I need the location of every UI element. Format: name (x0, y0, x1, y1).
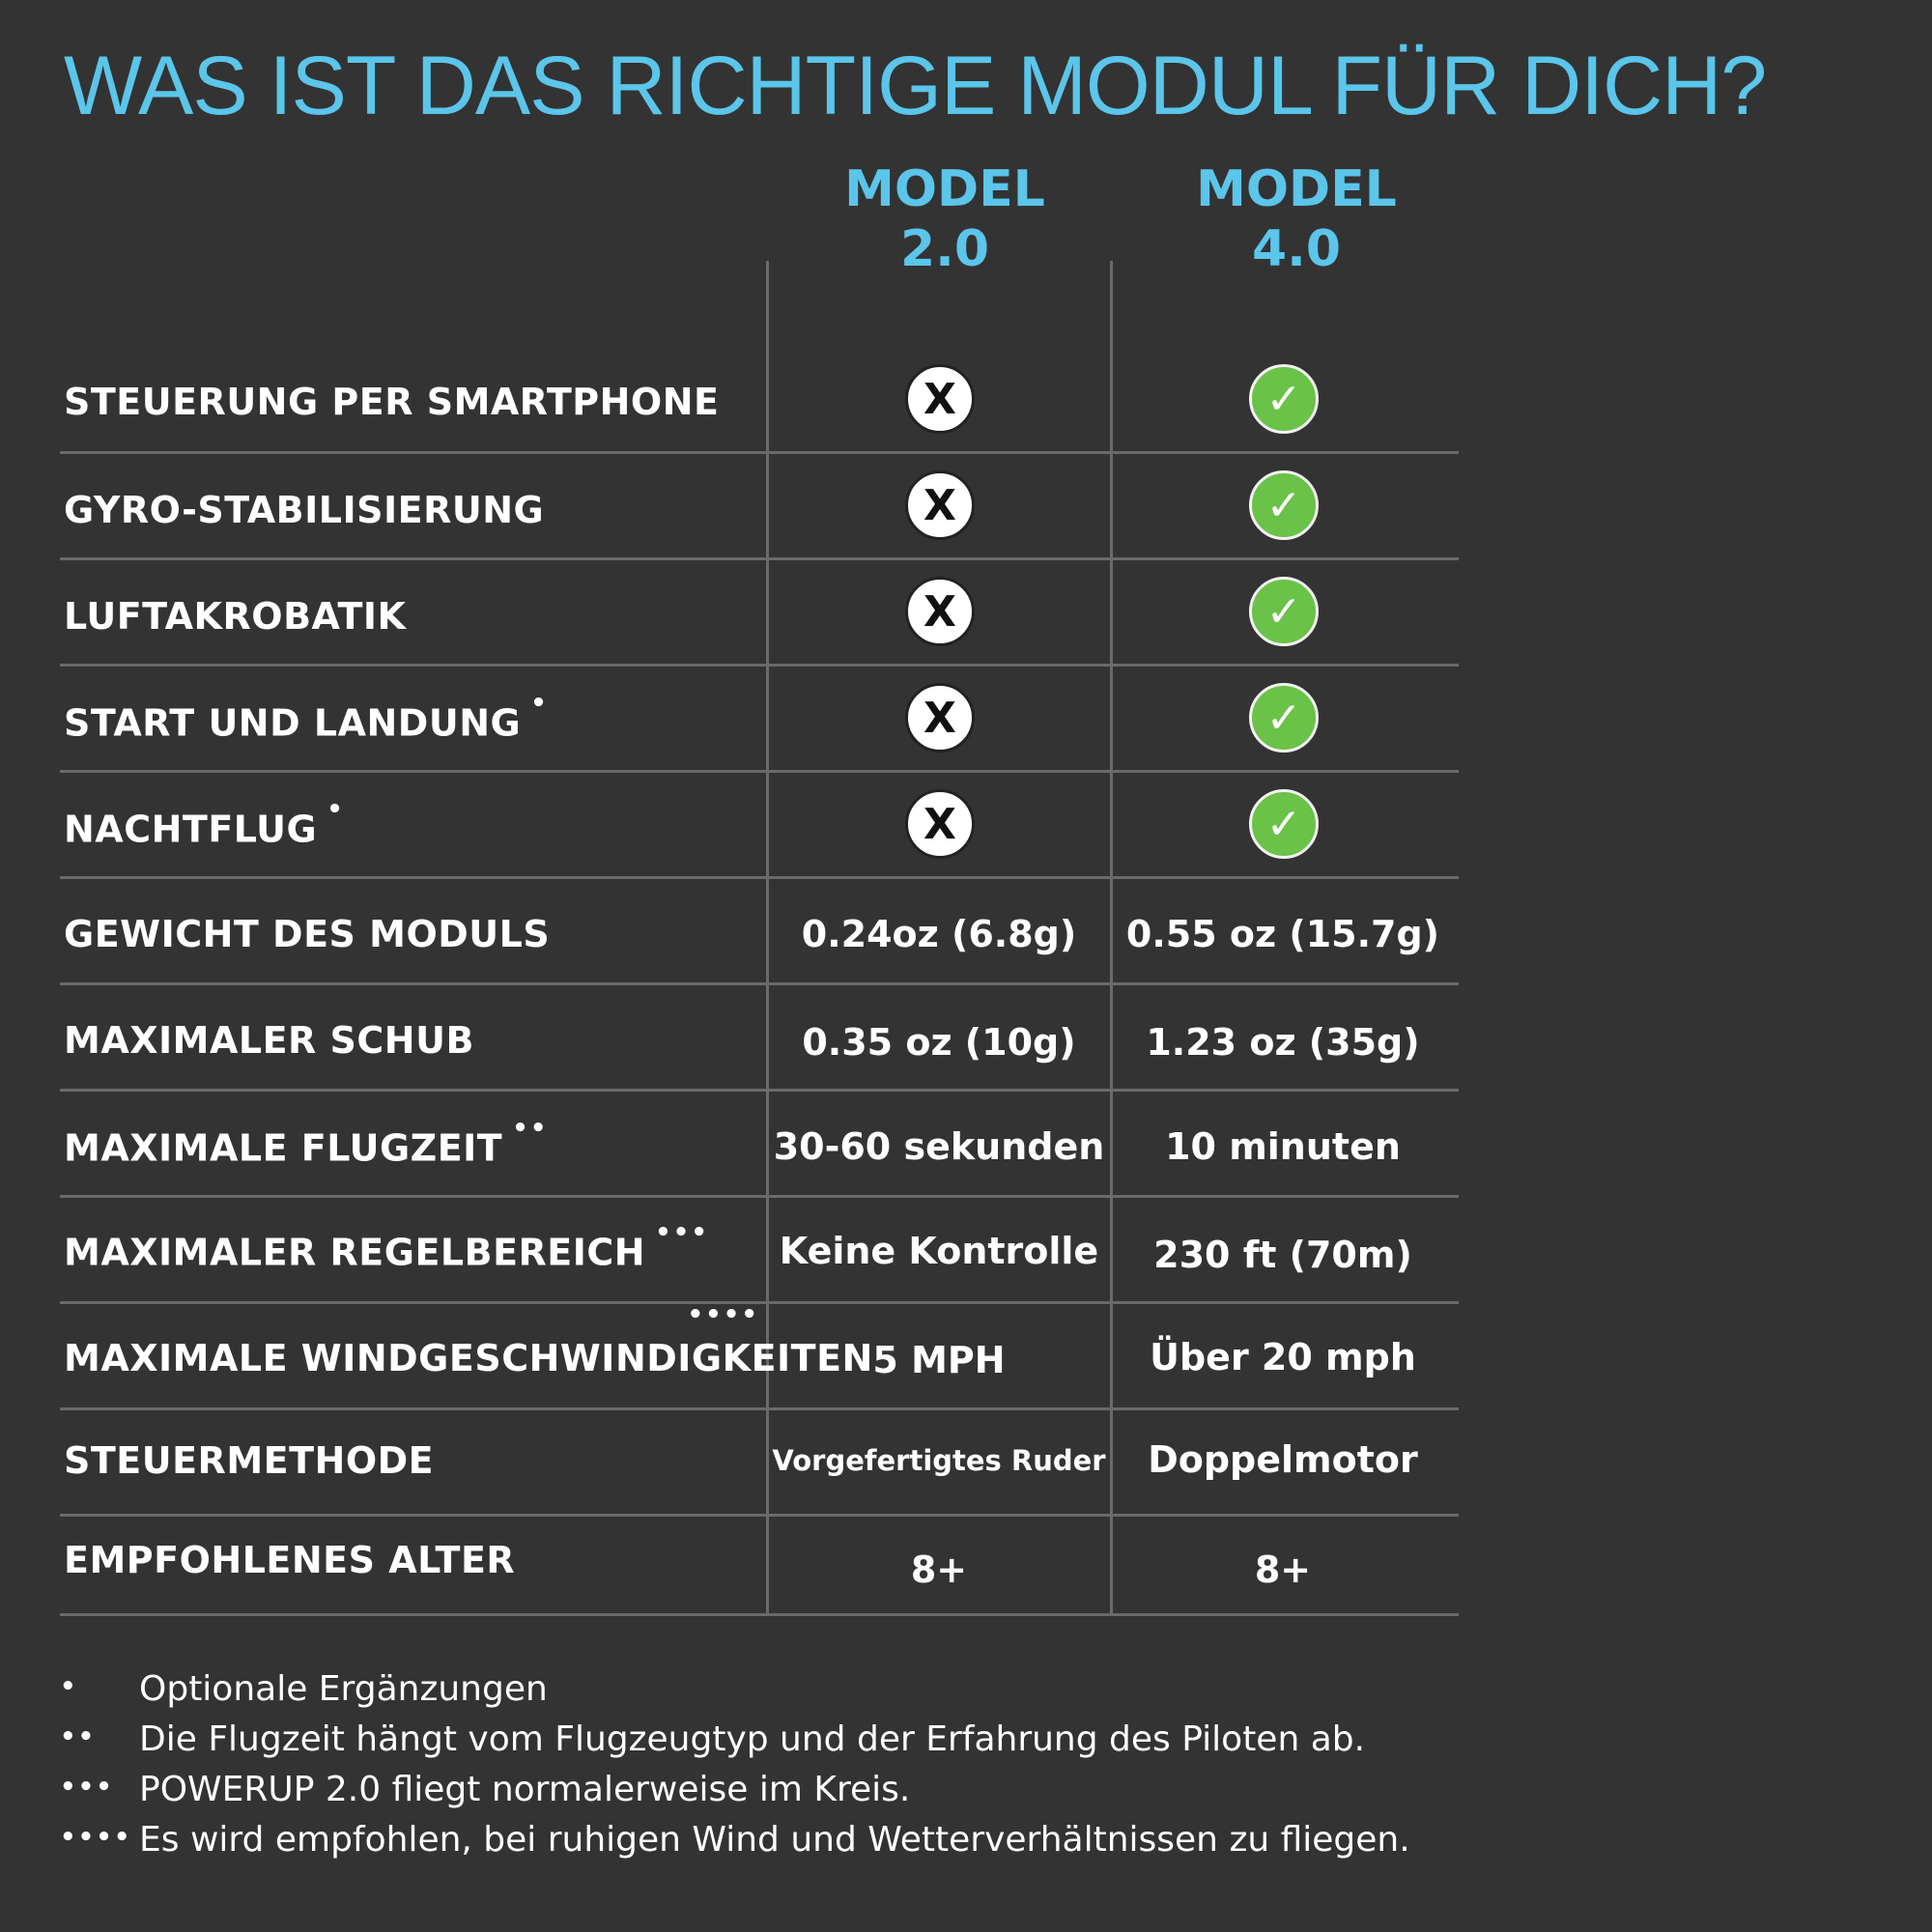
cell-value-model-2: 5 MPH (872, 1339, 1006, 1381)
cell-value-model-4: 0.55 oz (15.7g) (1125, 913, 1440, 955)
cell-value-model-4: 230 ft (70m) (1153, 1234, 1412, 1276)
footnote (60, 1669, 548, 1709)
x-icon: X (905, 789, 975, 859)
row-label-alter (64, 1539, 759, 1581)
row-label-text: MAXIMALER REGELBEREICH (64, 1231, 646, 1274)
column-header-line2: 2.0 (899, 220, 990, 278)
row-label-text: LUFTAKROBATIK (64, 595, 407, 638)
footnote-marker: • (327, 795, 345, 824)
row-label-nachtflug (64, 795, 759, 851)
row-label-text: MAXIMALE FLUGZEIT (64, 1126, 503, 1170)
row-divider (60, 1301, 1459, 1304)
check-icon: ✓ (1249, 577, 1319, 646)
check-icon: ✓ (1249, 683, 1319, 753)
row-label-steuerung (64, 381, 759, 423)
cell-value-model-2: Keine Kontrolle (779, 1230, 1099, 1272)
row-divider (60, 664, 1459, 667)
column-header-line2: 4.0 (1251, 220, 1342, 278)
cell-value-model-4: Doppelmotor (1148, 1438, 1418, 1481)
row-label-wind (64, 1300, 873, 1379)
row-label-luftakrobatik (64, 595, 759, 638)
x-icon: X (905, 470, 975, 540)
row-label-text: MAXIMALE WINDGESCHWINDIGKEITEN (64, 1337, 873, 1379)
footnote (60, 1719, 1365, 1759)
column-header-line1: MODEL (1196, 160, 1397, 218)
row-divider (60, 1089, 1459, 1092)
cell-value-model-2: 0.24oz (6.8g) (801, 913, 1077, 955)
cell-value-model-4: 1.23 oz (35g) (1146, 1021, 1420, 1064)
row-divider (60, 770, 1459, 773)
footnote-marker: ••• (655, 1218, 709, 1247)
row-label-flugzeit (64, 1114, 759, 1170)
row-label-text: MAXIMALER SCHUB (64, 1019, 474, 1062)
column-header-line1: MODEL (844, 160, 1045, 218)
footnote-text: POWERUP 2.0 fliegt normalerweise im Kreis. (139, 1770, 911, 1809)
row-label-schub (64, 1019, 759, 1062)
check-icon: ✓ (1249, 364, 1319, 434)
row-label-start-landung (64, 689, 759, 745)
cell-value-model-2: 8+ (910, 1548, 968, 1591)
footnote-text: Optionale Ergänzungen (139, 1669, 548, 1709)
row-divider (60, 982, 1459, 985)
footnote-text: Es wird empfohlen, bei ruhigen Wind und Wetterverhältnissen zu fliegen. (139, 1820, 1410, 1860)
row-label-text: NACHTFLUG (64, 808, 318, 851)
column-header-model-4 (1151, 159, 1441, 279)
row-divider (60, 451, 1459, 454)
row-divider (60, 557, 1459, 560)
row-label-regelbereich (64, 1218, 759, 1274)
x-icon: X (905, 577, 975, 646)
footnote-marker: ••• (60, 1773, 114, 1802)
row-divider (60, 1407, 1459, 1410)
footnote-marker: • (60, 1672, 78, 1701)
row-label-steuermethode (64, 1439, 759, 1482)
column-header-model-2 (800, 159, 1090, 279)
footnote-marker: • (530, 689, 549, 718)
footnote-marker: •••• (60, 1823, 132, 1852)
cell-value-model-2: 0.35 oz (10g) (802, 1021, 1076, 1064)
footnote (60, 1820, 1410, 1860)
x-icon: X (905, 364, 975, 434)
row-label-gewicht (64, 913, 759, 955)
footnote (60, 1770, 910, 1809)
row-label-text: EMPFOHLENES ALTER (64, 1539, 516, 1581)
row-label-text: STEUERUNG PER SMARTPHONE (64, 381, 720, 423)
row-divider (60, 1613, 1459, 1616)
cell-value-model-4: 10 minuten (1165, 1125, 1401, 1168)
check-icon: ✓ (1249, 789, 1319, 859)
column-divider (1110, 261, 1113, 1615)
column-divider (766, 261, 769, 1615)
footnote-text: Die Flugzeit hängt vom Flugzeugtyp und der Erfahrung des Piloten ab. (139, 1719, 1366, 1759)
footnote-marker: •• (60, 1722, 97, 1751)
footnote-marker: •• (512, 1114, 549, 1143)
cell-value-model-2: Vorgefertigtes Ruder (772, 1444, 1106, 1477)
cell-value-model-4: 8+ (1254, 1548, 1312, 1591)
row-divider (60, 1514, 1459, 1517)
row-divider (60, 876, 1459, 879)
row-label-text: GYRO-STABILISIERUNG (64, 489, 545, 531)
page-title: WAS IST DAS RICHTIGE MODUL FÜR DICH? (64, 40, 1767, 132)
cell-value-model-2: 30-60 sekunden (773, 1125, 1105, 1168)
row-label-gyro (64, 489, 759, 531)
row-label-text: START UND LANDUNG (64, 701, 522, 745)
footnote-marker: •••• (687, 1300, 759, 1329)
row-label-text: STEUERMETHODE (64, 1439, 435, 1482)
row-divider (60, 1195, 1459, 1198)
check-icon: ✓ (1249, 470, 1319, 540)
x-icon: X (905, 683, 975, 753)
cell-value-model-4: Über 20 mph (1150, 1336, 1416, 1378)
row-label-text: GEWICHT DES MODULS (64, 913, 551, 955)
